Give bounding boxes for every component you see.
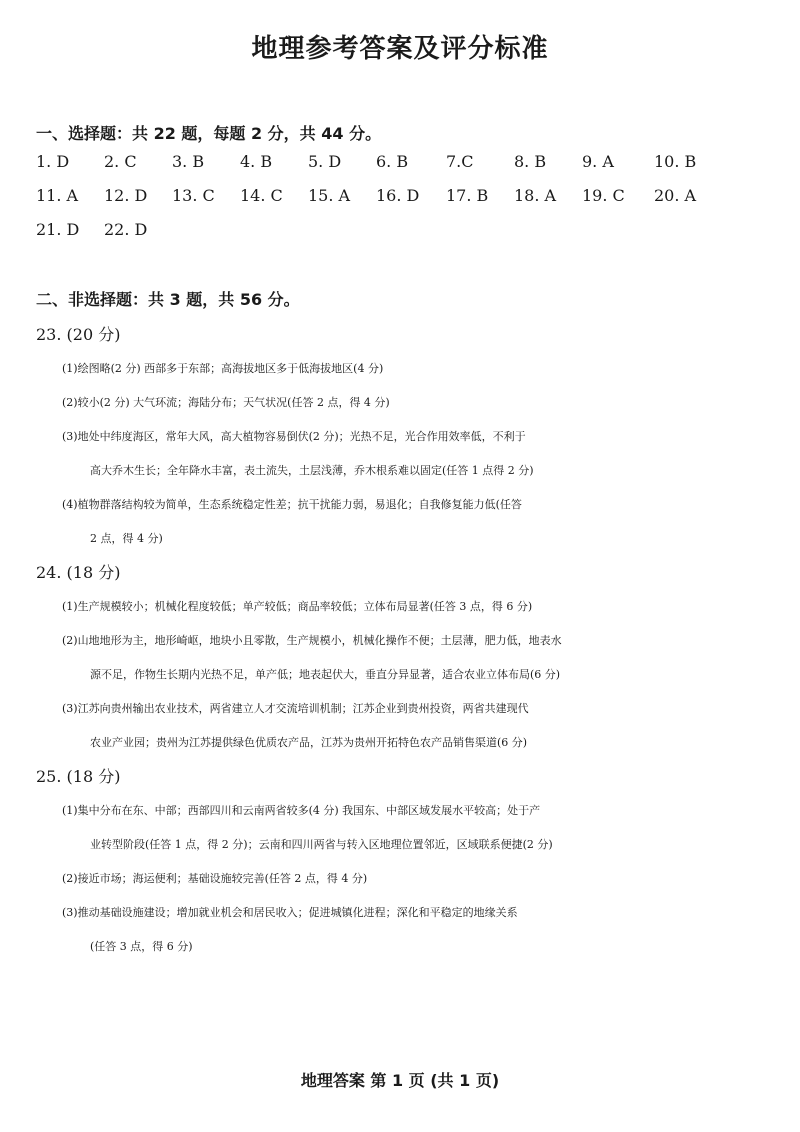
answer-item: 17. B (446, 186, 489, 205)
answer-line-continued: 源不足，作物生长期内光热不足，单产低；地表起伏大，垂直分异显著，适合农业立体布局(6 分) (90, 668, 561, 681)
answer-item: 21. D (36, 220, 80, 239)
answer-row (36, 220, 756, 254)
answer-item: 15. A (308, 186, 351, 205)
answer-item: 13. C (172, 186, 215, 205)
answer-item: 12. D (104, 186, 148, 205)
answer-line-continued: 高大乔木生长；全年降水丰富，表土流失，土层浅薄，乔木根系难以固定(任答 1 点得 2 分) (90, 464, 534, 477)
answer-item: 11. A (36, 186, 79, 205)
answer-item: 5. D (308, 152, 342, 171)
answer-line: (3)推动基础设施建设；增加就业机会和居民收入；促进城镇化进程；深化和平稳定的地缘关系 (62, 906, 518, 919)
multiple-choice-answers (36, 152, 756, 254)
answer-item: 9. A (582, 152, 614, 171)
answer-item: 16. D (376, 186, 420, 205)
question-25-part-3 (36, 896, 776, 964)
answer-line: (4)植物群落结构较为简单，生态系统稳定性差；抗干扰能力弱，易退化；自我修复能力低(任答 (62, 498, 522, 511)
answer-line: (1)生产规模较小；机械化程度较低；单产较低；商品率较低；立体布局显著(任答 3 点，得 6 分) (62, 600, 533, 613)
open-questions (36, 318, 776, 964)
question-23-part-1 (36, 352, 776, 386)
question-23-heading: 23. (20 分) (36, 325, 121, 344)
answer-line: (2)较小(2 分) 大气环流；海陆分布；天气状况(任答 2 点，得 4 分) (62, 396, 390, 409)
question-25-heading: 25. (18 分) (36, 767, 121, 786)
section-2-heading: 二、非选择题：共 3 题，共 56 分。 (36, 290, 300, 309)
question-24-part-1 (36, 590, 776, 624)
answer-item: 19. C (582, 186, 625, 205)
question-25-part-1 (36, 794, 776, 862)
answer-item: 20. A (654, 186, 697, 205)
answer-row (36, 186, 756, 220)
answer-line: (2)接近市场；海运便利；基础设施较完善(任答 2 点，得 4 分) (62, 872, 368, 885)
answer-item: 2. C (104, 152, 137, 171)
answer-item: 8. B (514, 152, 547, 171)
question-23-part-3 (36, 420, 776, 488)
answer-line: (1)集中分布在东、中部；西部四川和云南两省较多(4 分) 我国东、中部区域发展水平较高；处于产 (62, 804, 541, 817)
answer-line-continued: 农业产业园；贵州为江苏提供绿色优质农产品，江苏为贵州开拓特色农产品销售渠道(6 分) (90, 736, 528, 749)
answer-item: 6. B (376, 152, 409, 171)
question-24-heading: 24. (18 分) (36, 563, 121, 582)
question-24-part-2 (36, 624, 776, 692)
answer-item: 7.C (446, 152, 474, 171)
page-footer: 地理答案 第 1 页 (共 1 页) (300, 1071, 500, 1090)
answer-item: 22. D (104, 220, 148, 239)
answer-line-continued: 业转型阶段(任答 1 点，得 2 分)；云南和四川两省与转入区地理位置邻近，区域联系便捷(2 分) (90, 838, 553, 851)
answer-row (36, 152, 756, 186)
answer-line-continued: 2 点，得 4 分) (90, 532, 163, 545)
page-title: 地理参考答案及评分标准 (251, 34, 549, 64)
question-23-part-4 (36, 488, 776, 556)
answer-line: (3)地处中纬度海区，常年大风，高大植物容易倒伏(2 分)；光热不足，光合作用效率低，不利于 (62, 430, 526, 443)
question-24-part-3 (36, 692, 776, 760)
answer-line: (1)绘图略(2 分) 西部多于东部；高海拔地区多于低海拔地区(4 分) (62, 362, 384, 375)
answer-line: (2)山地地形为主，地形崎岖，地块小且零散，生产规模小，机械化操作不便；土层薄，肥力低，地表水 (62, 634, 562, 647)
answer-line-continued: (任答 3 点，得 6 分) (90, 940, 193, 953)
answer-line: (3)江苏向贵州输出农业技术，两省建立人才交流培训机制；江苏企业到贵州投资，两省共建现代 (62, 702, 529, 715)
question-25-part-2 (36, 862, 776, 896)
answer-item: 14. C (240, 186, 283, 205)
answer-item: 1. D (36, 152, 70, 171)
answer-item: 18. A (514, 186, 557, 205)
answer-item: 10. B (654, 152, 697, 171)
answer-item: 3. B (172, 152, 205, 171)
question-23-part-2 (36, 386, 776, 420)
answer-item: 4. B (240, 152, 273, 171)
section-1-heading: 一、选择题：共 22 题，每题 2 分，共 44 分。 (36, 124, 382, 143)
